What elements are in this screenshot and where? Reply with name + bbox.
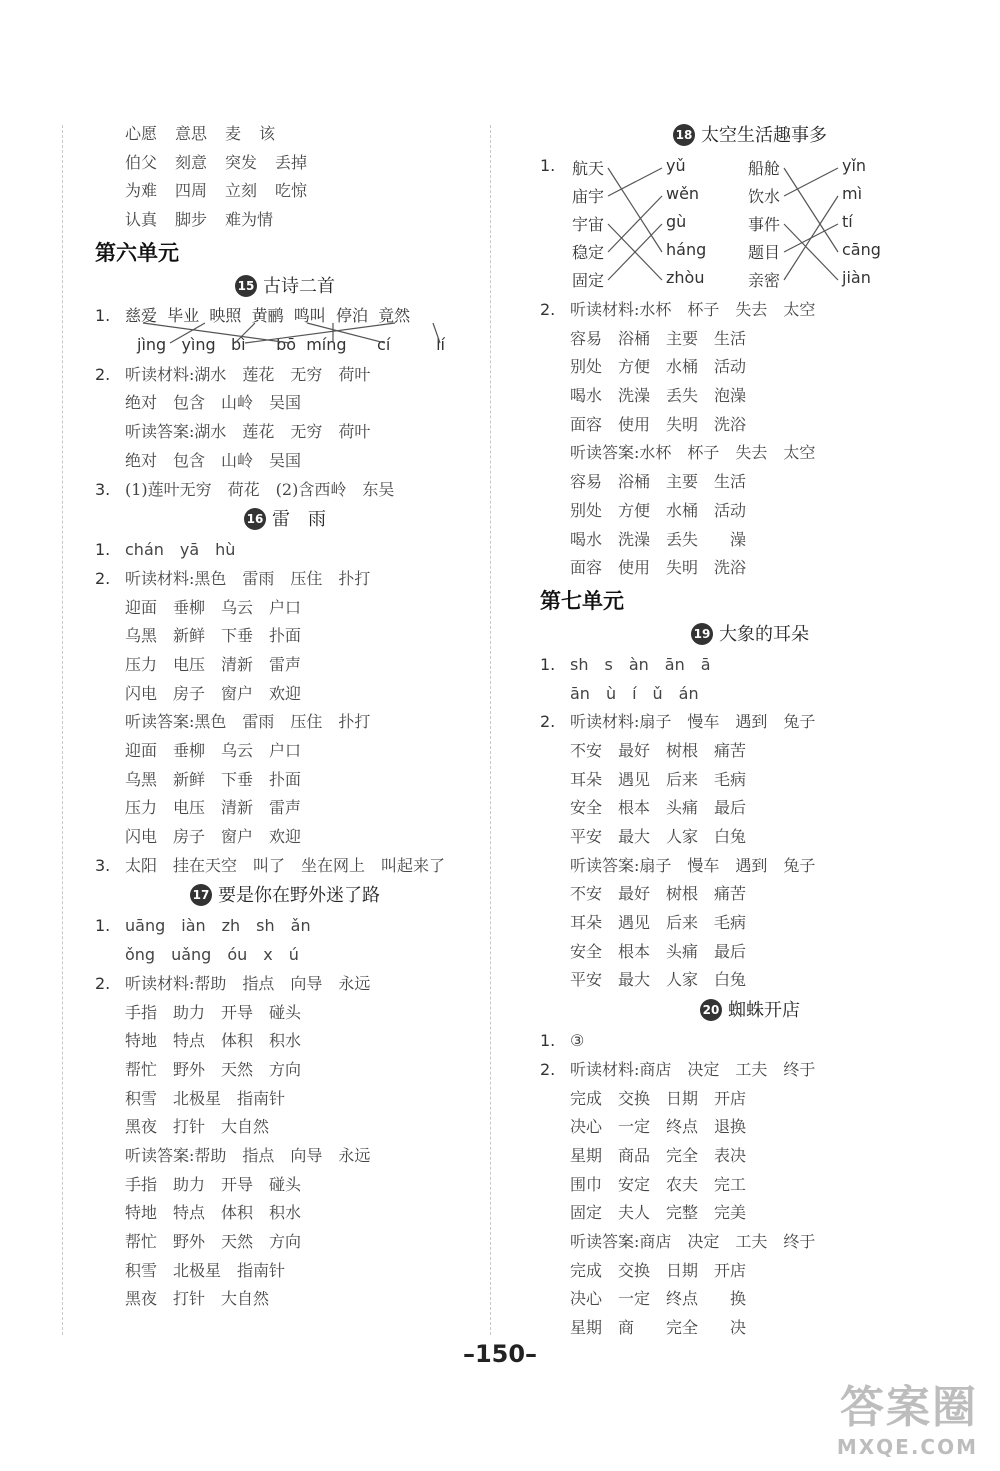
lesson17-title: 17 要是你在野外迷了路: [95, 880, 475, 912]
l15-q1-matching: 1. 慈爱 毕业 映照 黄鹂 鸣叫 停泊 竟然 jìng yìng bì bō míng cí lí: [95, 303, 475, 361]
watermark-logo-text: 答案圈: [840, 1382, 978, 1433]
left-margin-divider: [62, 125, 63, 1335]
previous-answers: [95, 120, 475, 235]
unit6-title: 第六单元: [95, 240, 179, 265]
unit7-title: 第七单元: [540, 588, 624, 613]
watermark: [778, 1371, 978, 1459]
matching-lines: [95, 303, 475, 361]
word-row: 伯父 刻意 突发 丢掉: [125, 152, 308, 172]
l15-q3: 3. (1)莲叶无穷 荷花 (2)含西岭 东吴: [95, 479, 395, 499]
l18-q2: 2. 听读材料:水杯 杯子 失去 太空: [540, 300, 816, 319]
lesson18-title: 18 太空生活趣事多: [540, 120, 960, 152]
column-divider: [490, 125, 491, 1335]
l17-q2: 2. 听读材料:帮助 指点 向导 永远: [95, 973, 371, 993]
lesson-number-badge: 20: [700, 999, 722, 1021]
l18-q1-matching: 1. 航天 庙宇 宇宙 稳定 固定 yǔ wěn gù háng zhòu 船舱 饮水 事件 题目 亲密 yǐn mì tí cāng jiàn: [540, 152, 960, 296]
left-column: 心愿 意思 麦 该 伯父 刻意 突发 丢掉 为难 四周 立刻 吃惊 认真 脚步 难为情 第六单元 15 古诗二首 1. 慈爱 毕业 映照 黄鹂 鸣叫 停泊 竟然 jìng yìng bì bō míng cí lí 2. 听读材料:湖水 莲花 无穷 荷叶 绝对 包含 山岭 吴国 听读答案:湖水 莲花 无穷 荷叶 绝对 包含 山岭 吴国 3. (1)莲叶无穷 荷花 (2)含西岭 东吴 16 雷 雨 1. chán yā hù 2. 听读材料:黑色 雷雨 压住 扑打 迎面 垂柳 乌云 户口 乌黑 新鲜 下垂 扑面 压力 电压 清新 雷声 闪电 房子 窗户 欢迎 听读答案:黑色 雷雨 压住 扑打 迎面 垂柳 乌云 户口 乌黑 新鲜 下垂 扑面 压力 电压 清新 雷声 闪电 房子 窗户 欢迎 3. 太阳 挂在天空 叫了 坐在网上 叫起来了 17 要是你在野外迷了路 1. uāng iàn zh sh ǎn ǒng uǎng óu x ú 2. 听读材料:帮助 指点 向导 永远 手指 助力 开导 碰头 特地 特点 体积 积水 帮忙 野外 天然 方向 积雪 北极星 指南针 黑夜 打针 大自然 听读答案:帮助 指点 向导 永远 手指 助力 开导 碰头 特地 特点 体积 积水 帮忙 野外 天然 方向 积雪 北极星 指南针 黑夜 打针 大自然: [95, 120, 475, 1314]
lesson-number-badge: 18: [673, 124, 695, 146]
l20-q1: 1. ③: [540, 1031, 585, 1051]
lesson20-title: 20 蜘蛛开店: [540, 995, 960, 1027]
l19-q1: 1. sh s àn ān ā: [540, 654, 711, 674]
lesson-number-badge: 16: [244, 508, 266, 530]
l19-q2: 2. 听读材料:扇子 慢车 遇到 兔子: [540, 712, 816, 732]
l16-q2: 2. 听读材料:黑色 雷雨 压住 扑打: [95, 568, 371, 588]
l16-q1: 1. chán yā hù: [95, 540, 236, 560]
lesson19-title: 19 大象的耳朵: [540, 619, 960, 651]
watermark-url: MXQE.COM: [836, 1435, 978, 1459]
word-row: 为难 四周 立刻 吃惊: [125, 181, 308, 201]
lesson16-title: 16 雷 雨: [95, 504, 475, 536]
lesson-number-badge: 19: [691, 623, 713, 645]
l20-q2: 2. 听读材料:商店 决定 工夫 终于: [540, 1059, 816, 1079]
word-row: 心愿 意思 麦 该: [125, 124, 276, 143]
lesson-number-badge: 17: [190, 884, 212, 906]
lesson-number-badge: 15: [235, 275, 257, 297]
l16-q3: 3. 太阳 挂在天空 叫了 坐在网上 叫起来了: [95, 855, 446, 875]
right-column: 18 太空生活趣事多 1. 航天 庙宇 宇宙 稳定 固定 yǔ wěn gù háng zhòu 船舱 饮水 事件 题目 亲密 yǐn mì tí cāng jiàn 2. 听读材料:水杯 杯子 失去 太空 容易 浴桶 主要 生活 别处 方便 水桶 活动 喝水 洗澡 丢失 泡澡 面容 使用 失明 洗浴 听读答案:水杯 杯子 失去 太空 容易 浴桶 主要 生活 别处 方便 水桶 活动 喝水 洗澡 丢失 澡 面容 使用 失明 洗浴 第七单元 19 大象的耳朵 1. sh s àn ān ā ān ù í ǔ án 2. 听读材料:扇子 慢车 遇到 兔子 不安 最好 树根 痛苦 耳朵 遇见 后来 毛病 安全 根本 头痛 最后 平安 最大 人家 白兔 听读答案:扇子 慢车 遇到 兔子 不安 最好 树根 痛苦 耳朵 遇见 后来 毛病 安全 根本 头痛 最后 平安 最大 人家 白兔 20 蜘蛛开店 1. ③ 2. 听读材料:商店 决定 工夫 终于 完成 交换 日期 开店 决心 一定 终点 退换 星期 商品 完全 表决 围巾 安定 农夫 完工 固定 夫人 完整 完美 听读答案:商店 决定 工夫 终于 完成 交换 日期 开店 决心 一定 终点 换 星期 商 完全 决: [540, 120, 960, 1343]
l15-q2: 2. 听读材料:湖水 莲花 无穷 荷叶: [95, 364, 371, 384]
page-number: –150–: [462, 1340, 538, 1368]
l17-q1: 1. uāng iàn zh sh ǎn: [95, 916, 311, 936]
matching-lines: [540, 152, 960, 296]
word-row: 认真 脚步 难为情: [125, 210, 274, 230]
lesson15-title: 15 古诗二首: [95, 271, 475, 303]
